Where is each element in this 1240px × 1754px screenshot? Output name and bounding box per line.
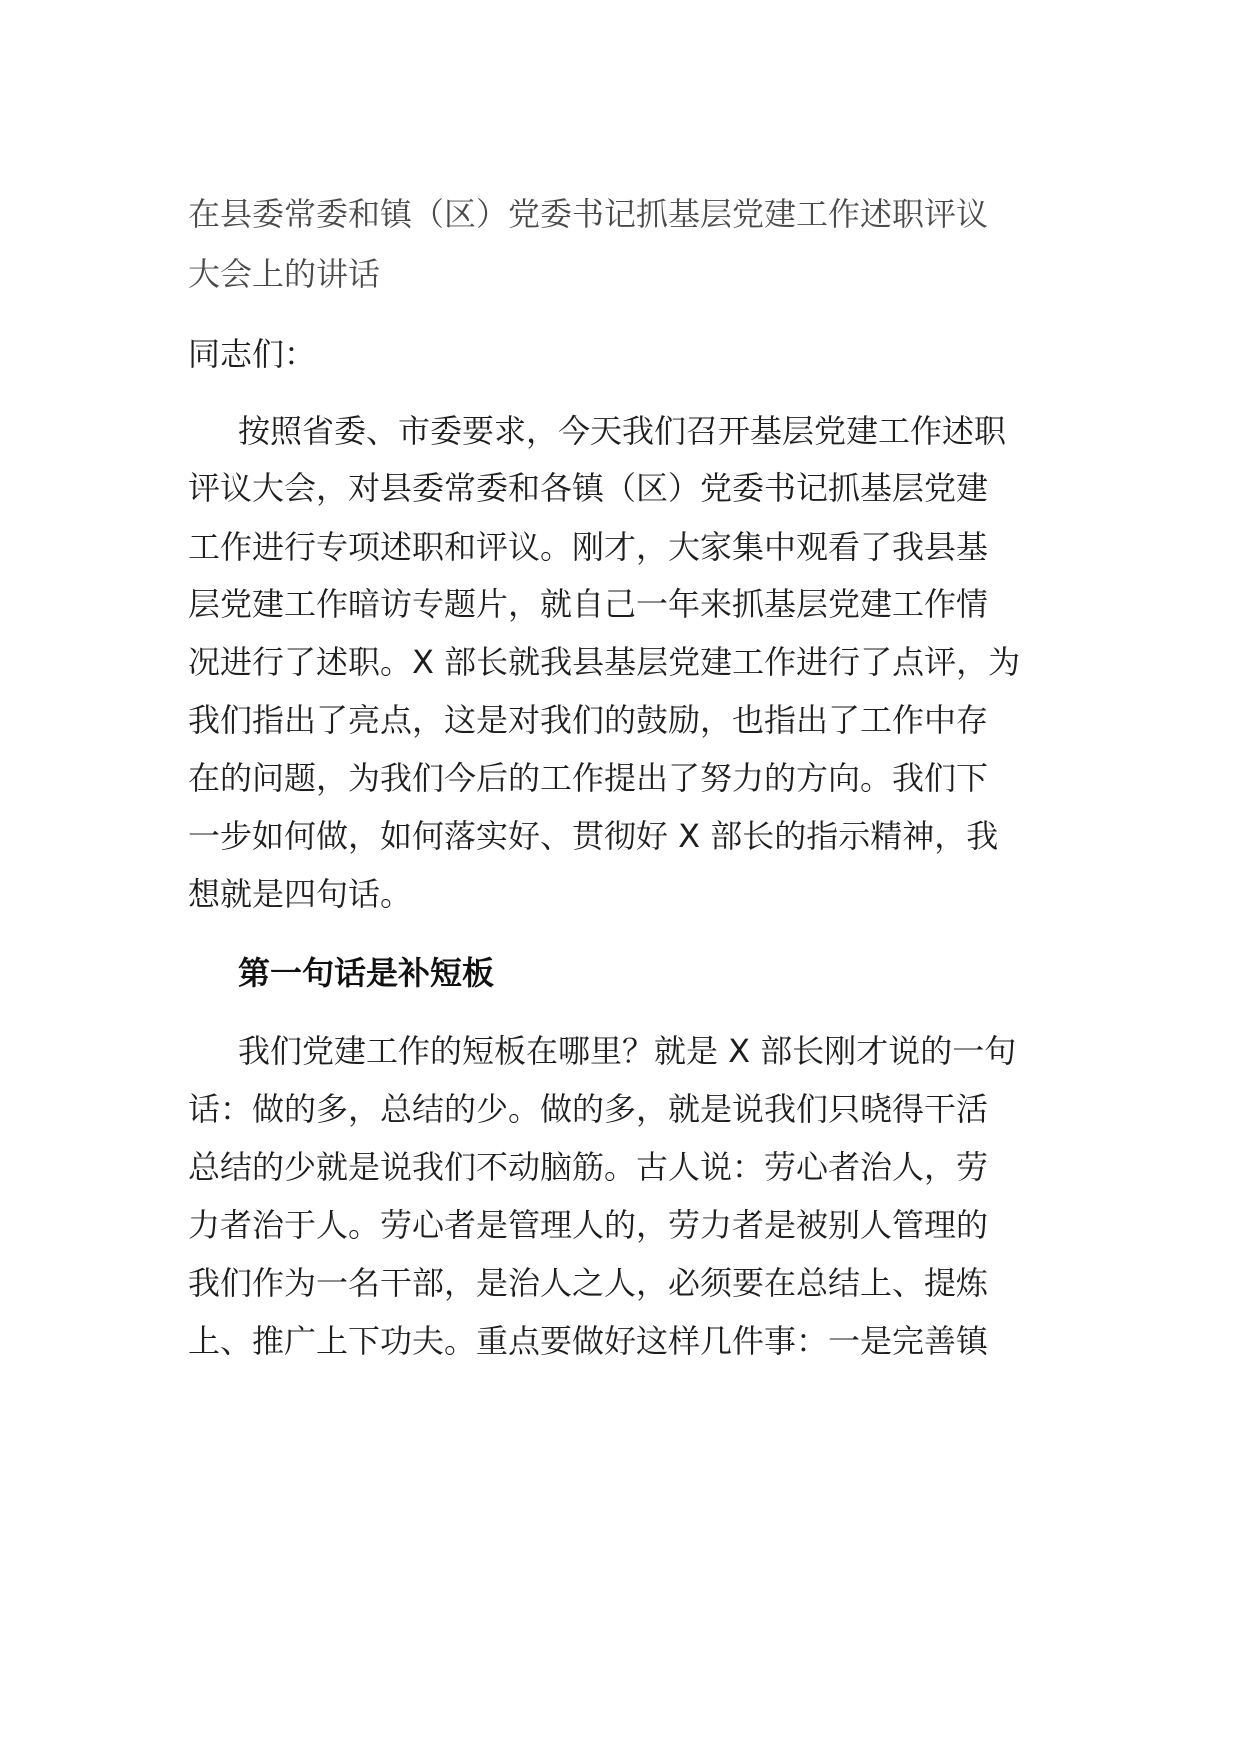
paragraph1-line-5: 况进行了述职。X 部长就我县基层党建工作进行了点评，为 [188, 643, 1021, 681]
paragraph1-line-7: 在的问题，为我们今后的工作提出了努力的方向。我们下 [188, 759, 989, 797]
paragraph2-line-1: 我们党建工作的短板在哪里？就是 X 部长刚才说的一句 [238, 1032, 1017, 1070]
paragraph1-line-4: 层党建工作暗访专题片，就自己一年来抓基层党建工作情 [188, 585, 989, 623]
paragraph1-line-2: 评议大会，对县委常委和各镇（区）党委书记抓基层党建 [188, 469, 989, 507]
paragraph2-line-6: 上、推广上下功夫。重点要做好这样几件事：一是完善镇 [188, 1322, 989, 1360]
paragraph1-line-6: 我们指出了亮点，这是对我们的鼓励，也指出了工作中存 [188, 701, 989, 739]
section1-heading: 第一句话是补短板 [238, 954, 495, 992]
salutation: 同志们： [188, 335, 317, 373]
paragraph1-line-8: 一步如何做，如何落实好、贯彻好 X 部长的指示精神，我 [188, 817, 999, 855]
paragraph2-line-3: 总结的少就是说我们不动脑筋。古人说：劳心者治人，劳 [188, 1148, 989, 1186]
paragraph2-line-5: 我们作为一名干部，是治人之人，必须要在总结上、提炼 [188, 1264, 989, 1302]
paragraph1-line-3: 工作进行专项述职和评议。刚才，大家集中观看了我县基 [188, 528, 989, 566]
speech-title-line-2: 大会上的讲话 [188, 255, 381, 293]
paragraph1-line-1: 按照省委、市委要求，今天我们召开基层党建工作述职 [238, 412, 1007, 450]
paragraph1-line-9: 想就是四句话。 [188, 875, 413, 913]
speech-title-line-1: 在县委常委和镇（区）党委书记抓基层党建工作述职评议 [188, 195, 989, 233]
paragraph2-line-4: 力者治于人。劳心者是管理人的，劳力者是被别人管理的 [188, 1206, 989, 1244]
paragraph2-line-2: 话：做的多，总结的少。做的多，就是说我们只晓得干活 [188, 1090, 989, 1128]
